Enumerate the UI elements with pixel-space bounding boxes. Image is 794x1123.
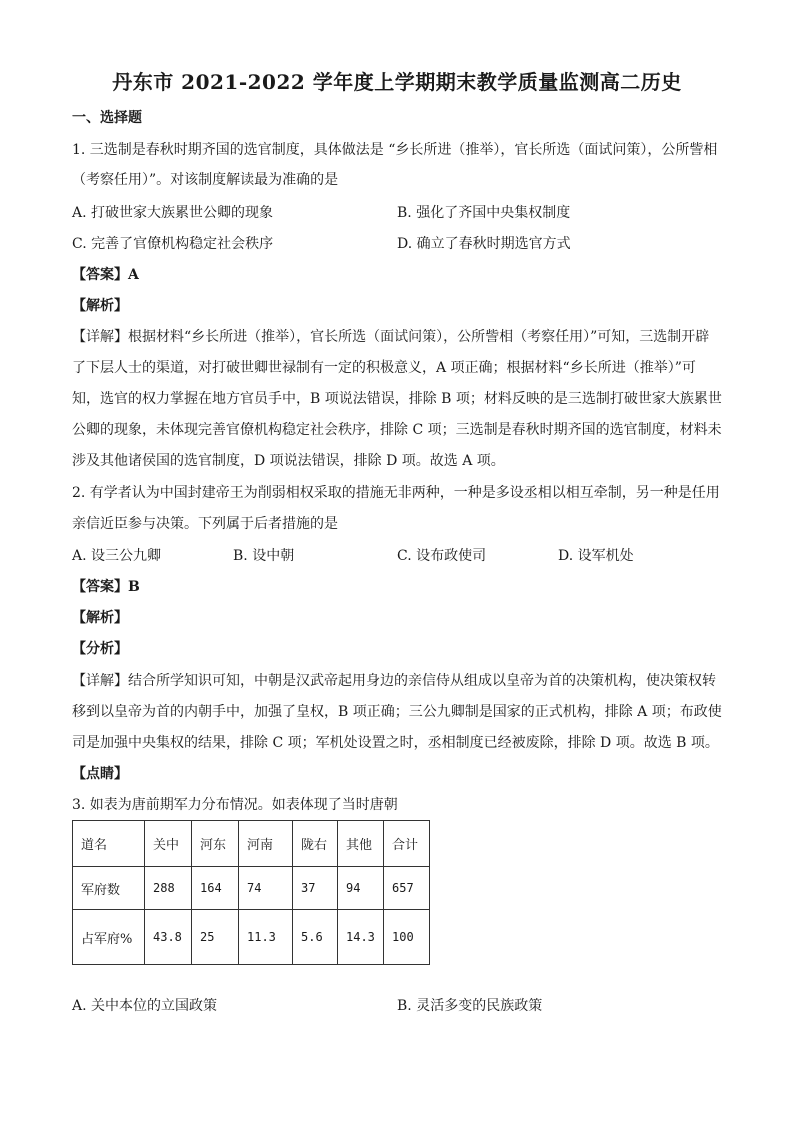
q1-detail-line-5: 涉及其他诸侯国的选官制度，D 项说法错误，排除 D 项。故选 A 项。 <box>72 453 505 469</box>
table-cell: 43.8 <box>145 910 192 965</box>
q2-detail-line-2: 移到以皇帝为首的内朝手中，加强了皇权，B 项正确；三公九卿制是国家的正式机构，排除 A 项；布政使 <box>72 704 722 720</box>
q1-option-c: C. 完善了官僚机构稳定社会秩序 <box>72 236 274 252</box>
table-header-cell: 陇右 <box>293 821 338 867</box>
q2-option-d: D. 设军机处 <box>558 548 634 564</box>
table-cell: 74 <box>239 867 293 910</box>
q1-option-b: B. 强化了齐国中央集权制度 <box>397 205 571 221</box>
table-cell: 占军府% <box>73 910 145 965</box>
q2-detail-line-3: 司是加强中央集权的结果，排除 C 项；军机处设置之时，丞相制度已经被废除，排除 D 项。故选 B 项。 <box>72 735 719 751</box>
q2-stem-line-1: 2. 有学者认为中国封建帝王为削弱相权采取的措施无非两种，一种是多设丞相以相互牵制，另一种是任用 <box>72 485 720 501</box>
q1-stem-line-2: （考察任用）”。对该制度解读最为准确的是 <box>72 172 339 188</box>
table-row <box>73 867 430 910</box>
table-cell: 37 <box>293 867 338 910</box>
q1-answer: 【答案】A <box>72 267 139 283</box>
q3-stem: 3. 如表为唐前期军力分布情况。如表体现了当时唐朝 <box>72 797 398 813</box>
table-header-cell: 河东 <box>192 821 239 867</box>
table-cell: 657 <box>384 867 430 910</box>
q2-answer: 【答案】B <box>72 579 140 595</box>
table-cell: 5.6 <box>293 910 338 965</box>
table-cell: 25 <box>192 910 239 965</box>
table-cell: 164 <box>192 867 239 910</box>
q2-dianjing-label: 【点睛】 <box>72 766 128 782</box>
table-header-row <box>73 821 430 867</box>
q1-detail-line-3: 知，选官的权力掌握在地方官员手中，B 项说法错误，排除 B 项；材料反映的是三选制打破世家大族累世 <box>72 391 722 407</box>
table-cell: 11.3 <box>239 910 293 965</box>
army-distribution-table <box>72 820 430 965</box>
table-cell: 军府数 <box>73 867 145 910</box>
q2-option-a: A. 设三公九卿 <box>72 548 162 564</box>
table-header-cell: 河南 <box>239 821 293 867</box>
q2-option-b: B. 设中朝 <box>233 548 295 564</box>
q1-analysis-label: 【解析】 <box>72 298 128 314</box>
table-header-cell: 合计 <box>384 821 430 867</box>
table-header-cell: 关中 <box>145 821 192 867</box>
q2-analysis-label: 【解析】 <box>72 610 128 626</box>
q1-option-d: D. 确立了春秋时期选官方式 <box>397 236 571 252</box>
q1-detail-line-2: 了下层人士的渠道，对打破世卿世禄制有一定的积极意义，A 项正确；根据材料“乡长所进（推举）”可 <box>72 360 696 376</box>
table-cell: 288 <box>145 867 192 910</box>
q2-fenxi-label: 【分析】 <box>72 641 128 657</box>
page-title: 丹东市 2021-2022 学年度上学期期末教学质量监测高二历史 <box>112 70 682 94</box>
q1-stem-line-1: 1. 三选制是春秋时期齐国的选官制度，具体做法是 “乡长所进（推举），官长所选（面试问策），公所訾相 <box>72 142 718 158</box>
table-header-cell: 道名 <box>73 821 145 867</box>
q3-option-b: B. 灵活多变的民族政策 <box>397 998 543 1014</box>
table-cell: 94 <box>338 867 384 910</box>
q3-option-a: A. 关中本位的立国政策 <box>72 998 218 1014</box>
table-cell: 100 <box>384 910 430 965</box>
section-heading: 一、选择题 <box>72 110 142 126</box>
q1-option-a: A. 打破世家大族累世公卿的现象 <box>72 205 274 221</box>
q2-stem-line-2: 亲信近臣参与决策。下列属于后者措施的是 <box>72 516 338 532</box>
table-cell: 14.3 <box>338 910 384 965</box>
q2-detail-line-1: 【详解】结合所学知识可知，中朝是汉武帝起用身边的亲信侍从组成以皇帝为首的决策机构，使决策权转 <box>72 673 716 689</box>
table-header-cell: 其他 <box>338 821 384 867</box>
q2-option-c: C. 设布政使司 <box>397 548 487 564</box>
q1-detail-line-4: 公卿的现象，未体现完善官僚机构稳定社会秩序，排除 C 项；三选制是春秋时期齐国的选官制度，材料未 <box>72 422 722 438</box>
q1-detail-line-1: 【详解】根据材料“乡长所进（推举），官长所选（面试问策），公所訾相（考察任用）”可知，三选制开辟 <box>72 329 710 345</box>
table-row <box>73 910 430 965</box>
